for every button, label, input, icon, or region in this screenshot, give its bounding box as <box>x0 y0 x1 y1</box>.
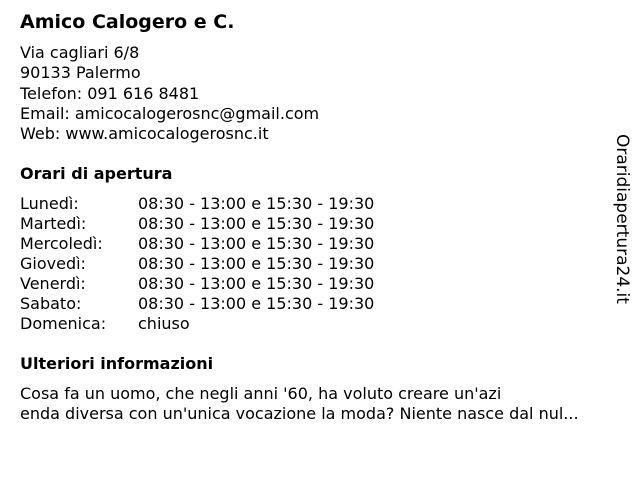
day-label: Venerdì: <box>20 274 86 293</box>
time-range: 08:30 - 13:00 e 15:30 - 19:30 <box>138 274 375 293</box>
hours-row-monday <box>20 194 440 214</box>
time-range: 08:30 - 13:00 e 15:30 - 19:30 <box>138 234 375 253</box>
address-city: 90133 Palermo <box>20 63 141 82</box>
time-range: chiuso <box>138 314 190 333</box>
time-range: 08:30 - 13:00 e 15:30 - 19:30 <box>138 254 375 273</box>
business-name: Amico Calogero e C. <box>20 11 235 33</box>
address-street: Via cagliari 6/8 <box>20 43 140 62</box>
day-label: Mercoledì: <box>20 234 103 253</box>
day-label: Giovedì: <box>20 254 86 273</box>
day-label: Lunedì: <box>20 194 79 213</box>
time-range: 08:30 - 13:00 e 15:30 - 19:30 <box>138 194 375 213</box>
time-range: 08:30 - 13:00 e 15:30 - 19:30 <box>138 294 375 313</box>
phone-number: Telefon: 091 616 8481 <box>20 84 200 103</box>
day-label: Sabato: <box>20 294 82 313</box>
time-range: 08:30 - 13:00 e 15:30 - 19:30 <box>138 214 375 233</box>
hours-row-wednesday <box>20 234 440 254</box>
further-info-title: Ulteriori informazioni <box>20 354 214 373</box>
opening-hours-title: Orari di apertura <box>20 164 173 183</box>
site-brand-vertical: Oraridiapertura24.it <box>612 134 632 304</box>
hours-row-sunday <box>20 314 440 334</box>
email-address: Email: amicocalogerosnc@gmail.com <box>20 104 320 123</box>
hours-row-tuesday <box>20 214 440 234</box>
hours-row-saturday <box>20 294 440 314</box>
day-label: Martedì: <box>20 214 87 233</box>
description-line-2: enda diversa con un'unica vocazione la moda? Niente nasce dal nul... <box>20 404 579 423</box>
website: Web: www.amicocalogerosnc.it <box>20 124 269 143</box>
hours-row-friday <box>20 274 440 294</box>
day-label: Domenica: <box>20 314 107 333</box>
description-line-1: Cosa fa un uomo, che negli anni '60, ha voluto creare un'azi <box>20 384 502 403</box>
hours-row-thursday <box>20 254 440 274</box>
